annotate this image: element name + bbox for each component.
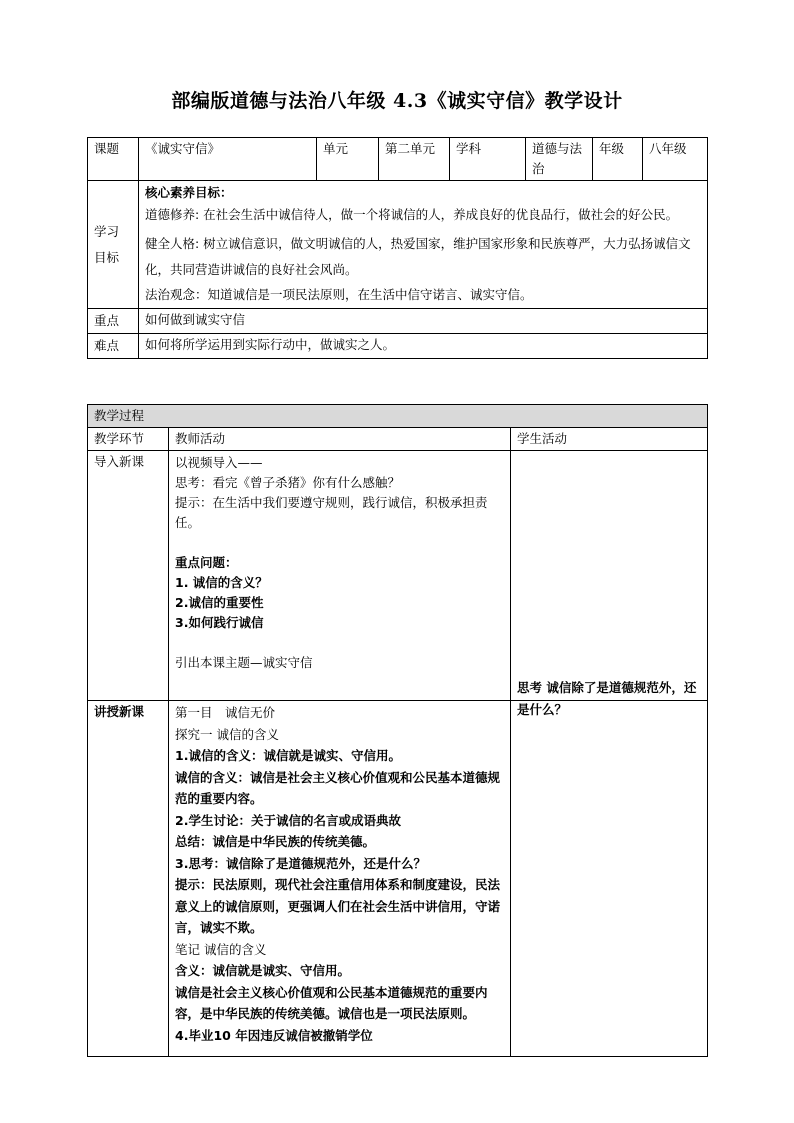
subject-value: 道德与法治 (526, 138, 593, 181)
intro-spacer (175, 633, 504, 653)
unit-value: 第二单元 (379, 138, 450, 181)
goals-heading: 核心素养目标： (145, 185, 233, 200)
intro-line: 3.如何践行诚信 (175, 615, 264, 630)
goals-content (139, 181, 708, 309)
student-activity-intro (511, 451, 708, 701)
goals-label: 学习目标 (88, 181, 139, 309)
goal-law: 法治观念：知道诚信是一项民法原则，在生活中信守诺言、诚实守信。 (145, 286, 533, 302)
grade-label: 年级 (593, 138, 643, 181)
subject-label: 学科 (450, 138, 526, 181)
document-title: 部编版道德与法治八年级 4.3《诚实守信》教学设计 (171, 90, 623, 112)
difficulty-value: 如何将所学运用到实际行动中，做诚实之人。 (139, 334, 708, 359)
course-value: 《诚实守信》 (139, 138, 317, 181)
teacher-activity-lesson (169, 701, 511, 1057)
lesson-line: 第一目 诚信无价 (175, 705, 276, 720)
lesson-line: 3.思考：诚信除了是道德规范外，还是什么？ (175, 855, 426, 871)
stage-intro: 导入新课 (88, 451, 169, 701)
unit-label: 单元 (317, 138, 379, 181)
lesson-line: 笔记 诚信的含义 (175, 941, 267, 957)
lesson-line: 提示：民法原则，现代社会注重信用体系和制度建设，民法意义上的诚信原则，更强调人们在社会生活中讲信用，守诺言，诚实不欺。 (175, 877, 501, 935)
grade-value: 八年级 (643, 138, 708, 181)
difficulty-label: 难点 (88, 334, 139, 359)
goal-personality: 健全人格: 树立诚信意识，做文明诚信的人，热爱国家，维护国家形象和民族尊严，大力弘扬诚信文化，共同营造讲诚信的良好社会风尚。 (145, 235, 691, 277)
student-header: 学生活动 (511, 428, 708, 451)
teaching-process-table (87, 404, 708, 1057)
lesson-line: 2.学生讨论：关于诚信的名言或成语典故 (175, 812, 401, 828)
intro-line: 1. 诚信的含义？ (175, 575, 268, 590)
lesson-line: 诚信是社会主义核心价值观和公民基本道德规范的重要内容，是中华民族的传统美德。诚信也是一项民法原则。 (175, 984, 488, 1021)
key-point-value: 如何做到诚实守信 (139, 309, 708, 334)
key-point-label: 重点 (88, 309, 139, 334)
lesson-info-table (87, 137, 708, 359)
intro-spacer (175, 533, 504, 553)
student-thinking-prompt: 思考 诚信除了是道德规范外，还是什么？ (517, 680, 697, 717)
lesson-line: 4.毕业10 年因违反诚信被撤销学位 (175, 1027, 373, 1043)
stage-header: 教学环节 (88, 428, 169, 451)
lesson-line: 含义：诚信就是诚实、守信用。 (175, 963, 351, 978)
student-activity-lesson (511, 680, 708, 1057)
lesson-line: 诚信的含义：诚信是社会主义核心价值观和公民基本道德规范的重要内容。 (175, 769, 501, 806)
intro-line: 2.诚信的重要性 (175, 595, 264, 610)
intro-line: 思考：看完《曾子杀猪》你有什么感触？ (175, 475, 401, 490)
intro-line: 提示：在生活中我们要遵守规则，践行诚信，积极承担责任。 (175, 495, 488, 530)
intro-line: 引出本课主题—诚实守信 (175, 655, 313, 670)
goal-moral: 道德修养: 在社会生活中诚信待人，做一个将诚信的人，养成良好的优良品行，做社会的好公民。 (145, 207, 679, 222)
teacher-header: 教师活动 (169, 428, 511, 451)
teacher-activity-intro (169, 451, 511, 701)
lesson-line: 总结：诚信是中华民族的传统美德。 (175, 834, 376, 849)
process-section-title: 教学过程 (88, 405, 708, 428)
lesson-line: 1.诚信的含义：诚信就是诚实、守信用。 (175, 748, 401, 763)
stage-new-lesson: 讲授新课 (88, 701, 169, 1057)
course-label: 课题 (88, 138, 139, 181)
intro-line: 重点问题： (175, 555, 238, 570)
lesson-line: 探究一 诚信的含义 (175, 726, 279, 742)
intro-line: 以视频导入—— (175, 455, 263, 470)
